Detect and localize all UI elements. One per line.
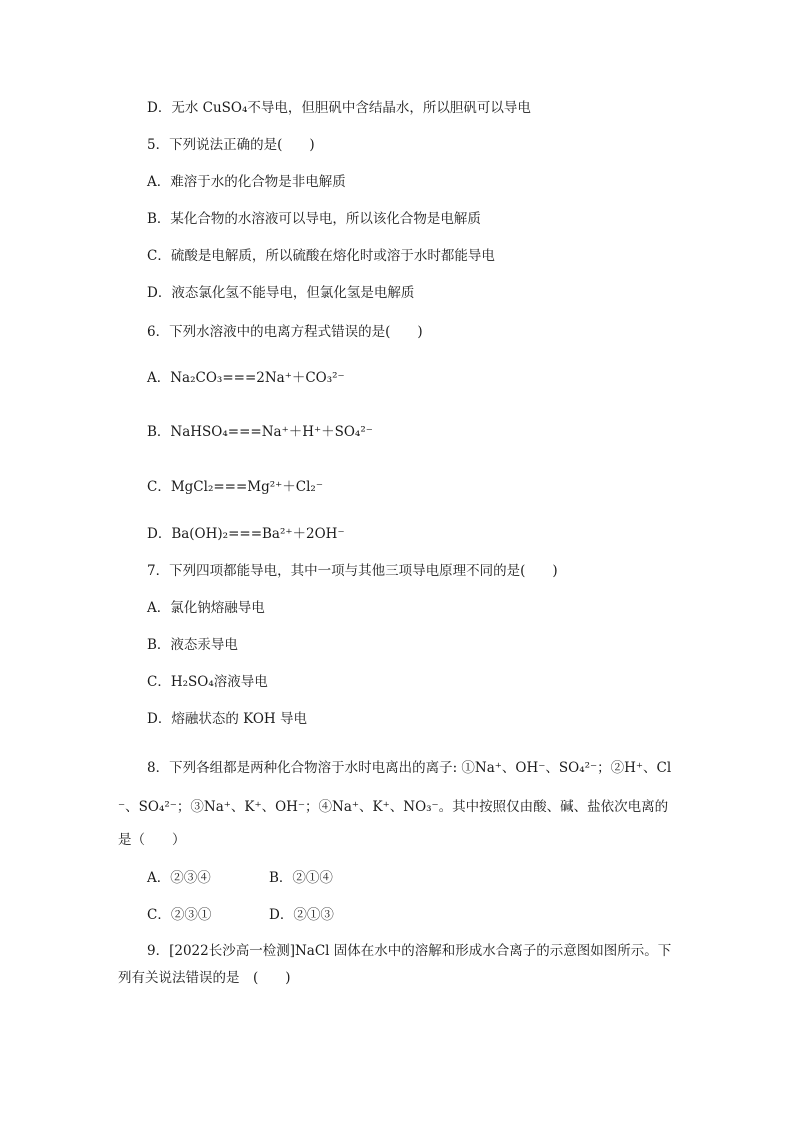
question-8-option-d: D．②①③	[269, 907, 334, 923]
question-8-option-a: A．②③④	[147, 870, 211, 886]
question-8-option-b: B．②①④	[269, 870, 333, 886]
question-8-line-2: ⁻、SO₄²⁻；③Na⁺、K⁺、OH⁻；④Na⁺、K⁺、NO₃⁻。其中按照仅由酸、碱、盐依次电离的	[118, 799, 669, 815]
question-8-option-c: C．②③①	[147, 907, 212, 923]
question-7-option-b: B．液态汞导电	[147, 637, 238, 653]
question-5-stem: 5．下列说法正确的是( )	[147, 137, 315, 153]
question-5-option-a: A．难溶于水的化合物是非电解质	[147, 174, 346, 190]
question-5-option-d: D．液态氯化氢不能导电，但氯化氢是电解质	[147, 285, 415, 301]
question-6-option-a: A．Na₂CO₃===2Na⁺＋CO₃²⁻	[147, 370, 345, 386]
question-8-line-3: 是（ ）	[118, 832, 186, 848]
question-7-stem: 7．下列四项都能导电，其中一项与其他三项导电原理不同的是( )	[147, 563, 558, 579]
question-6-stem: 6．下列水溶液中的电离方程式错误的是( )	[147, 324, 423, 340]
question-5-option-c: C．硫酸是电解质，所以硫酸在熔化时或溶于水时都能导电	[147, 248, 495, 264]
question-7-option-c: C．H₂SO₄溶液导电	[147, 674, 268, 690]
question-7-option-a: A．氯化钠熔融导电	[147, 600, 265, 616]
question-4-option-d: D．无水 CuSO₄不导电，但胆矾中含结晶水，所以胆矾可以导电	[147, 100, 531, 116]
question-6-option-c: C．MgCl₂===Mg²⁺＋Cl₂⁻	[147, 479, 323, 495]
question-6-option-b: B．NaHSO₄===Na⁺＋H⁺＋SO₄²⁻	[147, 424, 373, 440]
question-5-option-b: B．某化合物的水溶液可以导电，所以该化合物是电解质	[147, 211, 481, 227]
question-9-line-1: 9．[2022长沙高一检测]NaCl 固体在水中的溶解和形成水合离子的示意图如图所示。下	[147, 943, 672, 959]
question-7-option-d: D．熔融状态的 KOH 导电	[147, 711, 307, 727]
question-6-option-d: D．Ba(OH)₂===Ba²⁺＋2OH⁻	[147, 526, 345, 542]
question-8-line-1: 8．下列各组都是两种化合物溶于水时电离出的离子: ①Na⁺、OH⁻、SO₄²⁻；②H⁺、Cl	[147, 760, 672, 776]
question-9-line-2: 列有关说法错误的是 ( )	[118, 970, 291, 986]
